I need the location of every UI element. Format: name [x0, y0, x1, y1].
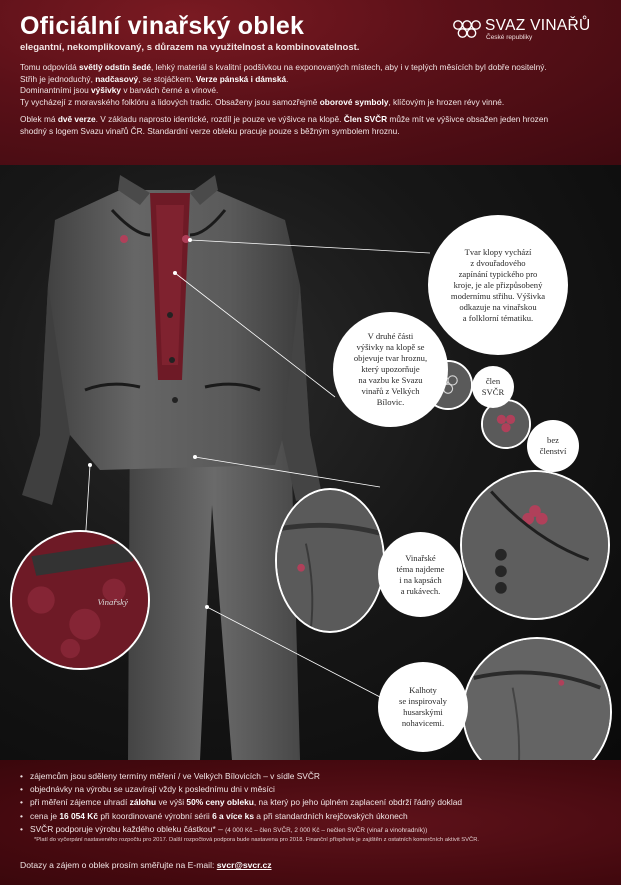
- sleeve-embroidery-image: [462, 472, 608, 618]
- callout-pockets: Vinařské téma najdeme i na kapsách a rukávech.: [378, 532, 463, 617]
- page-subtitle: elegantní, nekomplikovaný, s důrazem na využitelnost a kombinovatelnost.: [20, 42, 360, 53]
- logo-name: SVAZ VINAŘŮ: [485, 17, 591, 34]
- callout-nonmember: bez členství: [527, 420, 579, 472]
- list-item: • cena je 16 054 Kč při koordinované výrobní sérii 6 a více ks a při standardních krejčovských úkonech: [20, 810, 610, 823]
- lining-label: Vinařský: [97, 596, 128, 607]
- intro-paragraph: Oblek má dvě verze. V základu naprosto identické, rozdíl je pouze ve výšivce na klopě. Člen SVČR může mít ve výšivce obsažen jeden hrozen: [20, 114, 549, 125]
- lining-zoom: [10, 530, 150, 670]
- header: [0, 0, 621, 165]
- intro-text: [20, 62, 605, 138]
- intro-paragraph: Střih je jednoduchý, nadčasový, se stojáčkem. Verze pánská i dámská.: [20, 73, 289, 84]
- callout-lapel: Tvar klopy vychází z dvouřadového zapínání typického pro kroje, je ale přizpůsobený modernímu střihu. Výšivka odkazuje na vinařskou a folklorní tématiku.: [428, 215, 568, 355]
- list-item: • zájemcům jsou sděleny termíny měření / ve Velkých Bílovicích – v sídle SVČR: [20, 770, 610, 783]
- contact-line: Dotazy a zájem o oblek prosím směřujte na E-mail: svcr@svcr.cz: [20, 860, 272, 870]
- page-title: Oficiální vinařský oblek: [20, 12, 305, 40]
- info-list: [20, 770, 610, 837]
- sleeve-zoom: [460, 470, 610, 620]
- callout-grape: V druhé části výšivky na klopě se objevuje tvar hroznu, který upozorňuje na vazbu ke Svazu vinařů z Velkých Bílovic.: [333, 312, 448, 427]
- list-item: • při měření zájemce uhradí zálohu ve výši 50% ceny obleku, na který po jeho úplném zaplacení obdrží řádný doklad: [20, 796, 610, 809]
- lining-pattern-image: [12, 532, 148, 668]
- callout-trousers: Kalhoty se inspirovaly husarskými nohavicemi.: [378, 662, 468, 752]
- intro-paragraph: Dominantními jsou výšivky v barvách černé a vínové.: [20, 85, 219, 96]
- intro-paragraph: Tomu odpovídá světlý odstín šedé, lehký materiál s kvalitní podšívkou na exponovaných místech, aby i v teplých měsících byl dobře nositelný.: [20, 62, 547, 72]
- pocket-embroidery-image: [277, 490, 383, 631]
- grape-cluster-icon: [452, 18, 482, 42]
- contact-email-link[interactable]: svcr@svcr.cz: [216, 860, 272, 870]
- list-item: • SVČR podporuje výrobu každého obleku částkou* – (4 000 Kč – člen SVČR, 2 000 Kč – nečlen SVČR (vinař a vinohradník)): [20, 823, 610, 837]
- list-item: • objednávky na výrobu se uzavírají vždy k poslednímu dni v měsíci: [20, 783, 610, 796]
- footer: [0, 760, 621, 885]
- logo-subtitle: České republiky: [486, 34, 533, 41]
- svcr-logo: [452, 16, 602, 46]
- footnote: *Platí do vyčerpání nastaveného rozpočtu pro 2017. Další rozpočtová podpora bude nastavena pro 2018. Finanční příspěvek je zajištěn z ostatních komerčních aktivit SVČR.: [34, 837, 480, 843]
- intro-paragraph: Ty vycházejí z moravského folklóru a lidových tradic. Obsaženy jsou samozřejmě oborové symboly, klíčovým je hrozen révy vinné.: [20, 96, 505, 107]
- pants-pocket-zoom: [275, 488, 385, 633]
- callout-member: člen SVČR: [472, 366, 514, 408]
- intro-paragraph: shodný s logem Svazu vinařů ČR. Standardní verze obleku pracuje pouze s běžným symbolem hroznu.: [20, 125, 400, 136]
